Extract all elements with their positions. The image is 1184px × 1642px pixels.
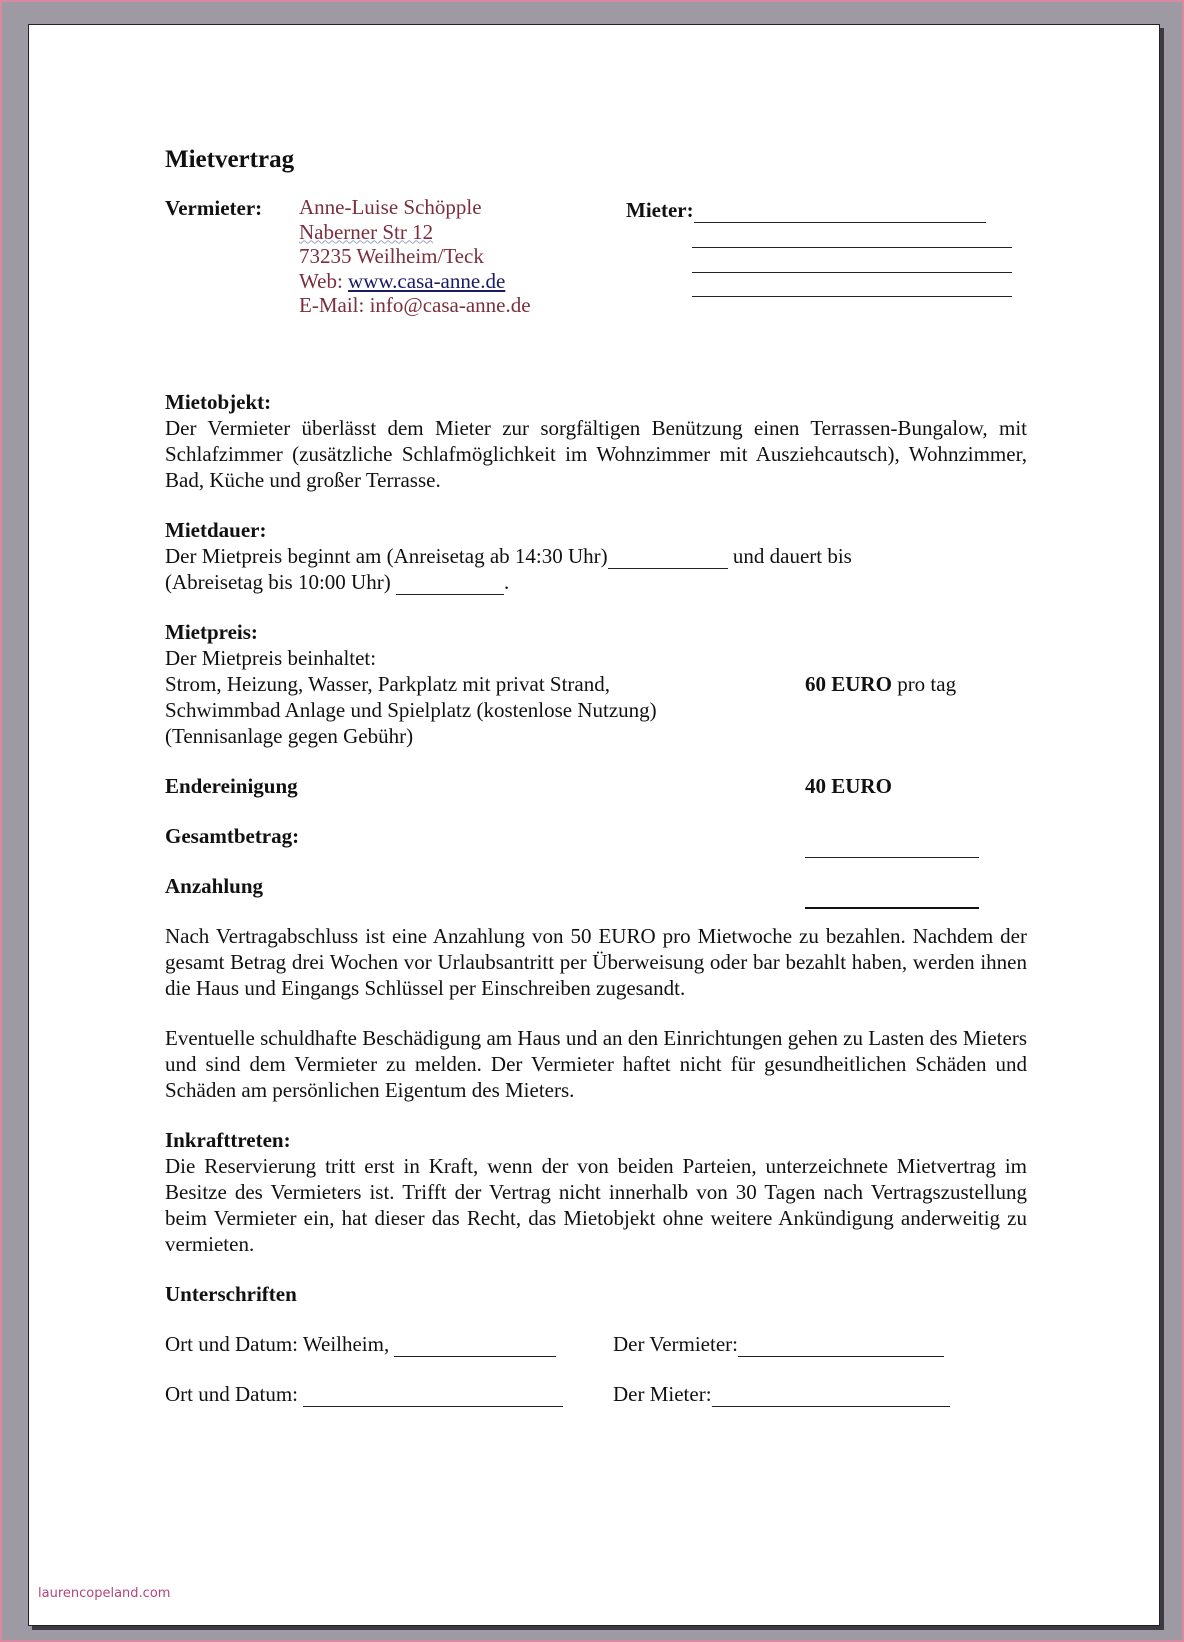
inkrafttreten-section	[165, 1127, 1027, 1257]
mietpreis-line-2: Strom, Heizung, Wasser, Parkplatz mit privat Strand,	[165, 672, 610, 696]
document-page	[28, 24, 1160, 1626]
ort-datum-1-line[interactable]	[394, 1336, 556, 1357]
mietobjekt-section	[165, 389, 1027, 493]
anzahlung-label: Anzahlung	[165, 874, 264, 898]
mieter-block	[626, 197, 986, 223]
haftung-text: Eventuelle schuldhafte Beschädigung am Haus und an den Einrichtungen gehen zu Lasten des Mieters und sind dem Vermieter zu melden. Der Vermieter haftet nicht für gesundheitlichen Schäden und Schäden am persönlichen Eigentum des Mieters.	[165, 1026, 1027, 1102]
mietdauer-line-2	[165, 569, 1027, 595]
document-content	[165, 147, 1027, 1407]
anzahlung-line[interactable]	[805, 873, 979, 909]
mietpreis-line-2-row	[165, 671, 1027, 697]
signature-row-1	[165, 1331, 1027, 1357]
mietpreis-section	[165, 619, 1027, 749]
vermieter-city: 73235 Weilheim/Teck	[299, 244, 484, 268]
mieter-line-4[interactable]	[692, 296, 1012, 297]
mietpreis-line-3: Schwimmbad Anlage und Spielplatz (kostenlose Nutzung)	[165, 698, 657, 722]
vermieter-email: E-Mail: info@casa-anne.de	[299, 293, 531, 317]
mietobjekt-text: Der Vermieter überlässt dem Mieter zur sorgfältigen Benützung einen Terrassen-Bungalow, mit Schlafzimmer (zusätzliche Schlafmöglichkeit im Wohnzimmer mit Ausziehcautsch), Wohnzimmer, Bad, Küche und großer Terrasse.	[165, 416, 1027, 492]
vermieter-name: Anne-Luise Schöpple	[299, 195, 482, 219]
abreise-date-line[interactable]	[396, 574, 504, 595]
endreinigung-row	[165, 773, 1027, 799]
anzahlung-text: Nach Vertragabschluss ist eine Anzahlung von 50 EURO pro Mietwoche zu bezahlen. Nachdem der gesamt Betrag drei Wochen vor Urlaubsantritt per Überweisung oder bar bezahlt haben, werden ihnen die Haus und Eingangs Schlüssel per Einschreiben zugesandt.	[165, 924, 1027, 1000]
watermark: laurencopeland.com	[38, 1586, 171, 1601]
web-link[interactable]: www.casa-anne.de	[348, 268, 506, 293]
signature-row-2	[165, 1381, 1027, 1407]
mietpreis-heading: Mietpreis:	[165, 620, 258, 644]
vermieter-street: Naberner Str 12	[299, 219, 434, 244]
endreinigung-label: Endereinigung	[165, 774, 298, 798]
inkrafttreten-heading: Inkrafttreten:	[165, 1128, 291, 1152]
mieter-line-2[interactable]	[692, 247, 1012, 248]
mietdauer-section	[165, 517, 1027, 595]
unterschriften-heading: Unterschriften	[165, 1282, 297, 1306]
vermieter-signature-line[interactable]	[738, 1336, 944, 1357]
web-prefix: Web:	[299, 268, 349, 293]
document-title: Mietvertrag	[165, 146, 295, 173]
gesamtbetrag-line[interactable]	[805, 823, 979, 858]
vermieter-signature-label: Der Vermieter:	[613, 1332, 738, 1356]
mietpreis-line-4: (Tennisanlage gegen Gebühr)	[165, 724, 414, 748]
abreise-text: (Abreisetag bis 10:00 Uhr)	[165, 570, 396, 594]
price-unit: pro tag	[891, 672, 957, 696]
mietpreis-line-1: Der Mietpreis beinhaltet:	[165, 646, 377, 670]
ort-datum-1-label: Ort und Datum: Weilheim,	[165, 1332, 395, 1356]
mieter-label: Mieter:	[626, 198, 694, 222]
mietdauer-line-1	[165, 543, 1027, 569]
abreise-period: .	[503, 570, 510, 594]
inkrafttreten-text: Die Reservierung tritt erst in Kraft, wenn der von beiden Parteien, unterzeichnete Mietvertrag im Besitze des Vermieters ist. Trifft der Vertrag nicht innerhalb von 30 Tagen nach Vertragszustellung beim Vermieter ein, hat dieser das Recht, das Mietobjekt ohne weitere Ankündigung anderweitig zu vermieten.	[165, 1154, 1027, 1256]
vermieter-label: Vermieter:	[165, 196, 263, 220]
vermieter-address	[299, 195, 531, 318]
gesamtbetrag-row	[165, 823, 1027, 849]
endreinigung-value: 40 EURO	[805, 774, 892, 798]
mietpreis-price	[805, 671, 956, 697]
ort-datum-2-line[interactable]	[303, 1386, 563, 1407]
mietdauer-heading: Mietdauer:	[165, 518, 267, 542]
ort-datum-2	[165, 1382, 563, 1406]
anreise-text: Der Mietpreis beginnt am (Anreisetag ab 14:30 Uhr)	[165, 544, 608, 568]
mieter-signature	[613, 1381, 950, 1407]
anreise-date-line[interactable]	[608, 548, 728, 569]
mieter-signature-line[interactable]	[712, 1386, 950, 1407]
mieter-signature-label: Der Mieter:	[613, 1382, 712, 1406]
mietobjekt-heading: Mietobjekt:	[165, 390, 272, 414]
gesamtbetrag-label: Gesamtbetrag:	[165, 824, 300, 848]
vermieter-web	[299, 269, 531, 294]
price-amount: 60 EURO	[805, 672, 892, 696]
ort-datum-2-label: Ort und Datum:	[165, 1382, 304, 1406]
vermieter-signature	[613, 1331, 944, 1357]
anzahlung-row	[165, 873, 1027, 899]
dauert-text: und dauert bis	[727, 544, 852, 568]
mieter-name-line[interactable]	[694, 202, 986, 223]
parties-block	[165, 195, 1027, 355]
mieter-line-3[interactable]	[692, 272, 1012, 273]
ort-datum-1	[165, 1332, 556, 1356]
